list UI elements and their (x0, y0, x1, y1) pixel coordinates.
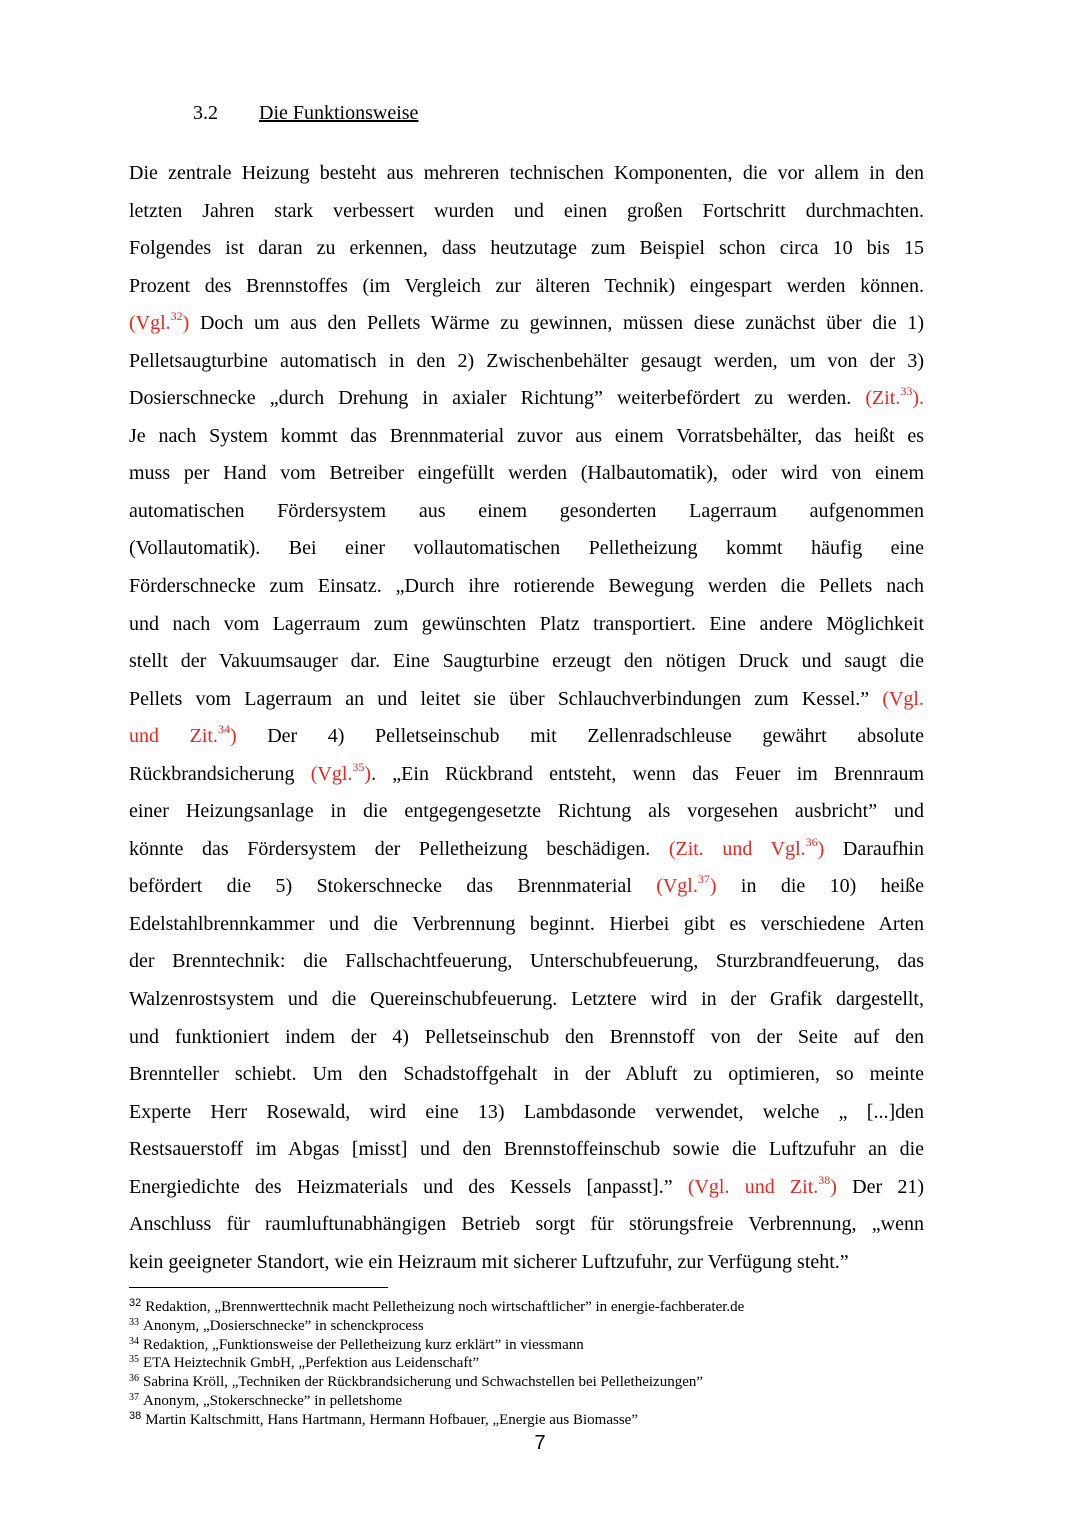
text-line (129, 530, 924, 568)
citation-text: (Vgl. (882, 687, 924, 710)
text-line (129, 1244, 924, 1282)
text-line (129, 793, 924, 831)
text-segment: Daraufhin (824, 837, 924, 860)
text-segment: und nach vom Lagerraum zum gewünschten Platz transportiert. Eine andere Möglichkeit (129, 612, 924, 635)
footnote-text: Redaktion, „Funktionsweise der Pelletheizung kurz erklärt” in viessmann (143, 1336, 584, 1353)
footnote-mark: 38 (129, 1409, 142, 1422)
footnote (129, 1317, 929, 1336)
text-segment: stellt der Vakuumsauger dar. Eine Saugturbine erzeugt den nötigen Druck und saugt die (129, 650, 924, 673)
text-segment: Förderschnecke zum Einsatz. „Durch ihre rotierende Bewegung werden die Pellets nach (129, 575, 924, 598)
footnote-mark: 35 (129, 1354, 139, 1366)
footnote (129, 1411, 929, 1430)
footnote (129, 1354, 929, 1373)
text-line (129, 305, 924, 343)
text-line (129, 831, 924, 869)
footnotes (129, 1298, 929, 1430)
text-segment: Der 21) (836, 1175, 925, 1198)
footnote-ref: 33 (900, 384, 913, 399)
citation-text: (Vgl. und Zit. (687, 1175, 819, 1198)
footnote-ref: 32 (170, 309, 183, 324)
footnote-ref: 35 (352, 759, 365, 774)
citation-text: ) (229, 725, 237, 748)
text-segment: Die zentrale Heizung besteht aus mehreren technischen Komponenten, die vor allem in den (129, 162, 924, 184)
section-title: Die Funktionsweise (259, 102, 419, 124)
text-line (129, 906, 924, 944)
text-line (129, 568, 924, 606)
citation-text: (Vgl. (656, 875, 698, 898)
citation-text: ) (817, 837, 825, 860)
text-line (129, 1019, 924, 1057)
text-segment: Rückbrandsicherung (129, 762, 311, 785)
text-line (129, 493, 924, 531)
text-line (129, 1056, 924, 1094)
text-segment: der Brenntechnik: die Fallschachtfeuerung, Unterschubfeuerung, Sturzbrandfeuerung, das (129, 950, 924, 973)
text-line (129, 343, 924, 381)
text-line (129, 155, 924, 193)
text-segment: Restsauerstoff im Abgas [misst] und den Brennstoffeinschub sowie die Luftzufuhr an die (129, 1138, 924, 1161)
text-segment: Pelletsaugturbine automatisch in den 2) Zwischenbehälter gesaugt werden, um von der 3) (129, 349, 924, 372)
text-segment: automatischen Fördersystem aus einem gesonderten Lagerraum aufgenommen (129, 499, 924, 522)
footnote-text: Martin Kaltschmitt, Hans Hartmann, Hermann Hofbauer, „Energie aus Biomasse” (145, 1411, 638, 1428)
footnote-text: Redaktion, „Brennwerttechnik macht Pelletheizung noch wirtschaftlicher” in energie-fachberater.de (145, 1299, 745, 1315)
text-line (129, 380, 924, 418)
text-segment: muss per Hand vom Betreiber eingefüllt werden (Halbautomatik), oder wird von einem (129, 462, 924, 485)
text-line (129, 643, 924, 681)
citation-text: ) (364, 762, 372, 785)
text-segment: und funktioniert indem der 4) Pelletseinschub den Brennstoff von der Seite auf den (129, 1025, 924, 1048)
page-number: 7 (534, 1432, 546, 1454)
text-segment: Der 4) Pelletseinschub mit Zellenradschleuse gewährt absolute (236, 725, 924, 748)
footnote-ref: 34 (217, 722, 230, 737)
text-segment: kein geeigneter Standort, wie ein Heizraum mit sicherer Luftzufuhr, zur Verfügung steht.” (129, 1250, 849, 1273)
footnote-ref: 38 (818, 1172, 831, 1187)
text-segment: Dosierschnecke „durch Drehung in axialer Richtung” weiterbefördert zu werden. (129, 387, 866, 410)
footnote-mark: 33 (129, 1316, 139, 1328)
footnote-mark: 32 (129, 1297, 142, 1309)
text-segment: Doch um aus den Pellets Wärme zu gewinnen, müssen diese zunächst über die 1) (189, 312, 924, 335)
text-segment: Prozent des Brennstoffes (im Vergleich zur älteren Technik) eingespart werden können. (129, 274, 924, 297)
footnote (129, 1298, 929, 1317)
text-segment: Folgendes ist daran zu erkennen, dass heutzutage zum Beispiel schon circa 10 bis 15 (129, 237, 924, 260)
footnote-ref: 37 (697, 872, 710, 887)
footnote (129, 1336, 929, 1355)
text-segment: letzten Jahren stark verbessert wurden und einen großen Fortschritt durchmachten. (129, 199, 924, 222)
text-segment: Edelstahlbrennkammer und die Verbrennung beginnt. Hierbei gibt es verschiedene Arten (129, 912, 924, 935)
text-line (129, 1206, 924, 1244)
text-line (129, 943, 924, 981)
text-segment: Pellets vom Lagerraum an und leitet sie über Schlauchverbindungen zum Kessel.” (129, 687, 883, 710)
citation-text: (Vgl. (310, 762, 353, 785)
footnote-mark: 34 (129, 1335, 139, 1347)
text-segment: Walzenrostsystem und die Quereinschubfeuerung. Letztere wird in der Grafik dargestellt, (129, 988, 924, 1011)
text-segment: könnte das Fördersystem der Pelletheizung beschädigen. (129, 837, 669, 860)
text-line (129, 193, 924, 231)
text-segment: Experte Herr Rosewald, wird eine 13) Lambdasonde verwendet, welche „ [...]den (129, 1100, 924, 1123)
text-segment: Brennteller schiebt. Um den Schadstoffgehalt in der Abluft zu optimieren, so meinte (129, 1063, 924, 1086)
text-segment: Energiedichte des Heizmaterials und des Kessels [anpasst].” (129, 1175, 688, 1198)
text-segment: . „Ein Rückbrand entsteht, wenn das Feuer im Brennraum (371, 762, 924, 785)
section-number: 3.2 (193, 102, 218, 124)
text-line (129, 1094, 924, 1132)
body-text (129, 155, 924, 1281)
text-line (129, 455, 924, 493)
text-line (129, 418, 924, 456)
citation-text: (Zit. (865, 387, 901, 410)
section-heading (193, 102, 418, 125)
text-line (129, 981, 924, 1019)
footnote-mark: 37 (129, 1391, 139, 1403)
footnote-mark: 36 (129, 1373, 139, 1385)
citation-text: ) (830, 1175, 837, 1198)
citation-text: ) (709, 875, 717, 898)
text-segment: Je nach System kommt das Brennmaterial zuvor aus einem Vorratsbehälter, das heißt es (129, 424, 924, 447)
text-line (129, 718, 924, 756)
citation-text: (Zit. und Vgl. (668, 837, 806, 860)
text-line (129, 756, 924, 794)
text-segment: in die 10) heiße (716, 875, 925, 898)
footnote-ref: 36 (805, 834, 818, 849)
text-segment: einer Heizungsanlage in die entgegengesetzte Richtung als vorgesehen ausbricht” und (129, 800, 924, 823)
footnote (129, 1392, 929, 1411)
footnote-separator (129, 1287, 388, 1288)
citation-text: ). (912, 387, 924, 410)
citation-text: ) (182, 312, 190, 335)
citation-text: (Vgl. (129, 312, 171, 335)
text-segment: befördert die 5) Stokerschnecke das Brennmaterial (129, 875, 657, 898)
text-line (129, 1131, 924, 1169)
text-line (129, 868, 924, 906)
footnote (129, 1373, 929, 1392)
footnote-text: Anonym, „Stokerschnecke” in pelletshome (143, 1392, 403, 1409)
text-segment: Anschluss für raumluftunabhängigen Betrieb sorgt für störungsfreie Verbrennung, „wenn (129, 1213, 924, 1236)
text-line (129, 681, 924, 719)
text-line (129, 606, 924, 644)
text-line (129, 1169, 924, 1207)
text-line (129, 268, 924, 306)
text-segment: (Vollautomatik). Bei einer vollautomatischen Pelletheizung kommt häufig eine (129, 537, 924, 560)
text-line (129, 230, 924, 268)
footnote-text: ETA Heiztechnik GmbH, „Perfektion aus Leidenschaft” (143, 1355, 480, 1372)
footnote-text: Anonym, „Dosierschnecke” in schenckprocess (143, 1317, 424, 1334)
footnote-text: Sabrina Kröll, „Techniken der Rückbrandsicherung und Schwachstellen bei Pelletheizungen” (143, 1374, 704, 1391)
citation-text: und Zit. (129, 725, 218, 748)
